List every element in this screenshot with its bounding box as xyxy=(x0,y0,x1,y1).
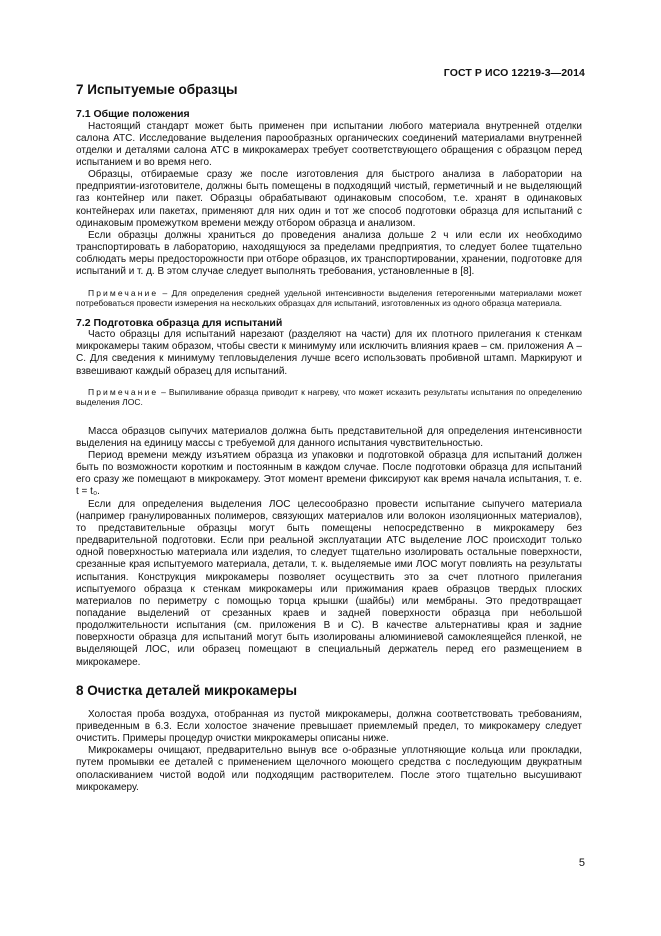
paragraph: Если образцы должны храниться до проведения анализа дольше 2 ч или если их необходимо транспортировать в лабораторию, находящуюся за пределами предприятия, то следует более тщательно соблюдать меры предосторожности при отборе образцов, их транспортировании, хранении, подготовке для испытаний и т. д. В этом случае следует выполнять требования, установленные в [8]. xyxy=(76,229,582,278)
document-code-header: ГОСТ Р ИСО 12219-3—2014 xyxy=(443,67,585,79)
note xyxy=(76,387,582,408)
paragraph: Период времени между изъятием образца из упаковки и подготовкой образца для испытаний должен быть по возможности коротким и постоянным в каждом случае. После подготовки образца для испытаний его сразу же помещают в микрокамеру. Этот момент времени фиксируют как время начала испытания, т. е. t = t₀. xyxy=(76,449,582,498)
note-label: Примечание xyxy=(88,287,159,298)
paragraph: Настоящий стандарт может быть применен при испытании любого материала внутренней отделки салона АТС. Исследование выделения парообразных органических соединений материалами внутренней отделки и деталями салона АТС в микрокамерах требует соответствующего обращения с образцом перед испытанием и во время него. xyxy=(76,120,582,168)
page-number: 5 xyxy=(578,857,585,869)
paragraph: Холостая проба воздуха, отобранная из пустой микрокамеры, должна соответствовать требованиям, приведенным в 6.3. Если холостое значение превышает приемлемый предел, то микрокамеру следует очистить. Примеры процедур очистки микрокамеры описаны ниже. xyxy=(76,708,582,745)
paragraph: Образцы, отбираемые сразу же после изготовления для быстрого анализа в лаборатории на предприятии-изготовителе, должны быть помещены в подходящий чистый, герметичный и не выделяющий газ контейнер или пакет. Образцы обрабатывают одинаковым способом, т.е. хранят в одинаковых контейнерах или пакетах, применяют для них один и тот же способ подготовки образца для испытаний с одинаковым промежутком времени между отбором образца и анализом. xyxy=(76,169,582,229)
paragraph: Микрокамеры очищают, предварительно вынув все о-образные уплотняющие кольца или прокладки, путем промывки ее деталей с применением щелочного моющего средства с последующим двукратным ополаскиванием чистой водой или подходящим растворителем. После этого тщательно высушивают микрокамеру. xyxy=(76,745,582,793)
page-content xyxy=(76,82,582,794)
section-8-title: 8 Очистка деталей микрокамеры xyxy=(76,682,298,698)
subsection-7-1-title: 7.1 Общие положения xyxy=(76,108,190,120)
note-text: – Выпиливание образца приводит к нагреву, что может исказить результаты испытания по определению выделения ЛОС. xyxy=(76,386,582,408)
note-label: Примечание xyxy=(88,386,159,397)
paragraph: Часто образцы для испытаний нарезают (разделяют на части) для их плотного прилегания к стенкам микрокамеры таким образом, чтобы свести к минимуму или исключить влияния краев – см. приложения А – С. Для сведения к минимуму тепловыделения лучше всего использовать пробивной штамп. Маркируют и взвешивают каждый образец для испытаний. xyxy=(76,329,582,377)
note xyxy=(76,288,582,309)
section-7-title: 7 Испытуемые образцы xyxy=(76,82,238,97)
paragraph: Если для определения выделения ЛОС целесообразно провести испытание сыпучего материала (например гранулированных полимеров, связующих материалов или волокон изоляционных материалов), то представительные образцы могут быть помещены непосредственно в микрокамеру без предварительной подготовки. Если при реальной эксплуатации АТС выделение ЛОС происходит только одной поверхностью материала или изделия, то следует тщательно изолировать остальные поверхности, срезанные края испытуемого материала, детали, т. к. выделяемые ими ЛОС могут повлиять на результаты испытания. Конструкция микрокамеры позволяет осуществить это за счет плотного прилегания испытуемого образца к стенкам микрокамеры или прижимания краев образцов твердых плоских материалов по периметру с помощью торца крышки (шайбы) или мембраны. Это предотвращает попадание выделений от срезанных краев и задней поверхности образца при небольшой продолжительности испытания (см. приложения В и С). В качестве альтернативы края и задние поверхности образца для испытаний могут быть изолированы алюминиевой самоклеящейся пленкой, не выделяющей ЛОС, или образец помещают в специальный держатель перед его размещением в микрокамере. xyxy=(76,498,582,668)
paragraph: Масса образцов сыпучих материалов должна быть представительной для определения интенсивности выделения на единицу массы с требуемой для данного испытания чувствительностью. xyxy=(76,425,582,449)
subsection-7-2-title: 7.2 Подготовка образца для испытаний xyxy=(76,316,283,329)
note-text: – Для определения средней удельной интенсивности выделения гетерогенными материалами может потребоваться провести измерения на нескольких образцах для испытаний, изготовленных из одного образца материала. xyxy=(76,287,582,309)
